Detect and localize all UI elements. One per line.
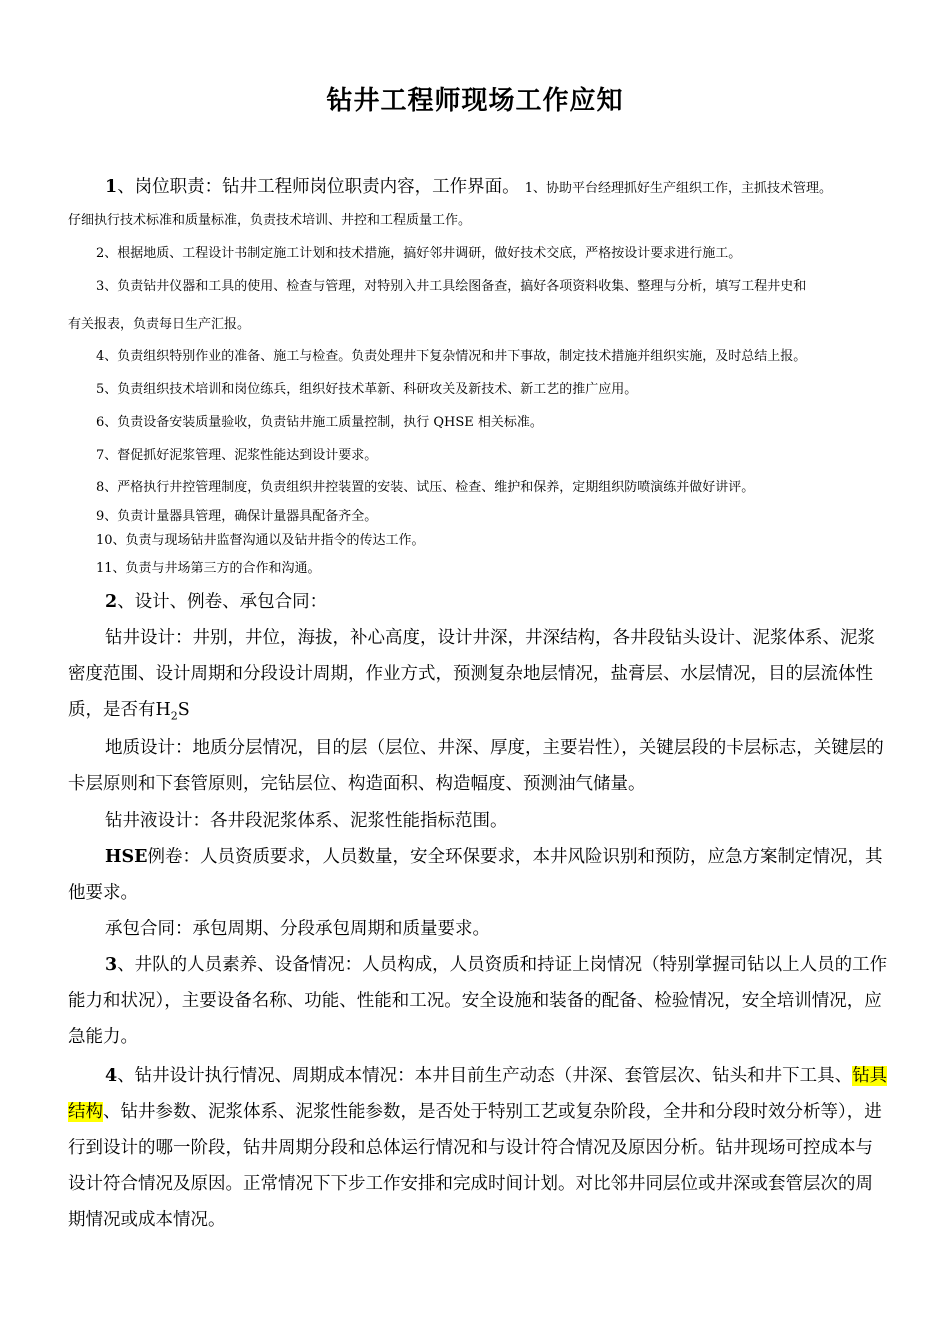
drilling-design-text: 钻井设计：井别，井位，海拔，补心高度，设计井深，井深结构，各井段钻头设计、泥浆体系、泥浆密度范围、设计周期和分段设计周期，作业方式，预测复杂地层情况，盐膏层、水层情况，目的层流体性质，是否有 (68, 628, 875, 720)
duty-item-6: 6、负责设备安装质量验收，负责钻井施工质量控制，执行 QHSE 相关标准。 (96, 415, 543, 430)
section-1-title: 、岗位职责：钻井工程师岗位职责内容，工作界面。 (117, 177, 520, 197)
duty-item-1-cont: 仔细执行技术标准和质量标准，负责技术培训、井控和工程质量工作。 (68, 213, 472, 228)
duty-item-2: 2、根据地质、工程设计书制定施工计划和技术措施，搞好邻井调研，做好技术交底，严格按设计要求进行施工。 (96, 246, 742, 261)
duty-item-5: 5、负责组织技术培训和岗位练兵，组织好技术革新、科研攻关及新技术、新工艺的推广应用。 (96, 382, 638, 397)
drilling-design-paragraph (68, 620, 890, 735)
hse-text: 例卷：人员资质要求，人员数量，安全环保要求，本井风险识别和预防，应急方案制定情况，其他要求。 (68, 847, 883, 903)
duty-item-9: 9、负责计量器具管理，确保计量器具配备齐全。 (96, 509, 378, 524)
hse-paragraph (68, 839, 890, 911)
section-4-text-a: 、钻井设计执行情况、周期成本情况：本井目前生产动态（井深、套管层次、钻头和井下工具、 (117, 1066, 853, 1086)
hse-label: HSE (105, 847, 148, 867)
duty-item-4: 4、负责组织特别作业的准备、施工与检查。负责处理井下复杂情况和井下事故，制定技术措施并组织实施，及时总结上报。 (96, 349, 807, 364)
section-3-number: 3 (105, 955, 118, 975)
h2s-sub: 2 (170, 709, 178, 723)
section-4-text-b: 、钻井参数、泥浆体系、泥浆性能参数，是否处于特别工艺或复杂阶段，全井和分段时效分析等），进行到设计的哪一阶段，钻井周期分段和总体运行情况和与设计符合情况及原因分析。钻井现场可控成本与设计符合情况及原因。正常情况下下步工作安排和完成时间计划。对比邻井同层位或井深或套管层次的周期情况或成本情况。 (68, 1102, 882, 1230)
duty-item-10: 10、负责与现场钻井监督沟通以及钻井指令的传达工作。 (96, 533, 425, 548)
fluid-design-paragraph: 钻井液设计：各井段泥浆体系、泥浆性能指标范围。 (105, 811, 508, 831)
section-2-number: 2 (105, 592, 118, 612)
section-3-text: 、井队的人员素养、设备情况：人员构成，人员资质和持证上岗情况（特别掌握司钻以上人员的工作能力和状况），主要设备名称、功能、性能和工况。安全设施和装备的配备、检验情况，安全培训情况，应急能力。 (68, 955, 888, 1047)
contract-paragraph: 承包合同：承包周期、分段承包周期和质量要求。 (105, 919, 490, 939)
h2s-s: S (177, 700, 190, 720)
section-2-title: 、设计、例卷、承包合同： (117, 592, 328, 612)
duty-item-8: 8、严格执行井控管理制度，负责组织井控装置的安装、试压、检查、维护和保养，定期组织防喷演练并做好讲评。 (96, 480, 755, 495)
highlighted-term: 钻具结构 (68, 1066, 888, 1122)
section-4-paragraph (68, 1058, 890, 1238)
section-2-heading (68, 584, 890, 620)
duty-item-11: 11、负责与井场第三方的合作和沟通。 (96, 561, 321, 576)
geology-design-paragraph: 地质设计：地质分层情况，目的层（层位、井深、厚度，主要岩性），关键层段的卡层标志，关键层的卡层原则和下套管原则，完钻层位、构造面积、构造幅度、预测油气储量。 (68, 738, 884, 794)
duty-item-3: 3、负责钻井仪器和工具的使用、检查与管理，对特别入井工具绘图备查，搞好各项资料收集、整理与分析，填写工程井史和 (96, 279, 807, 294)
h2s-h: H (155, 700, 171, 720)
duty-item-7: 7、督促抓好泥浆管理、泥浆性能达到设计要求。 (96, 448, 378, 463)
section-4-number: 4 (105, 1066, 118, 1086)
section-3-paragraph (68, 947, 890, 1055)
document-title: 钻井工程师现场工作应知 (326, 86, 624, 116)
section-1-heading (105, 173, 832, 198)
duty-item-3-cont: 有关报表，负责每日生产汇报。 (68, 317, 251, 332)
duty-item-1: 1、协助平台经理抓好生产组织工作，主抓技术管理。 (524, 181, 833, 196)
section-1-number: 1 (105, 177, 118, 197)
